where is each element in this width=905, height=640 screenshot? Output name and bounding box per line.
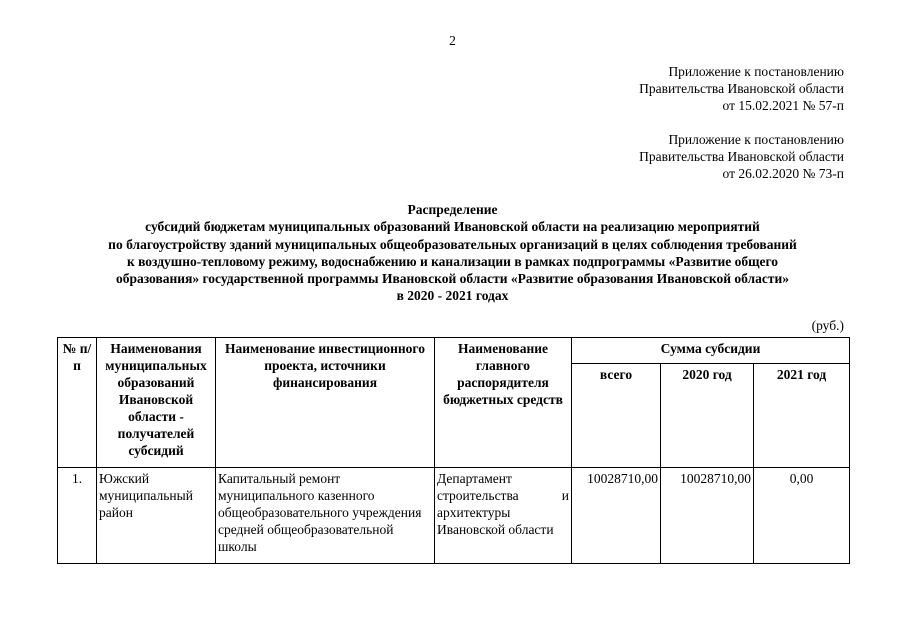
row-budget-manager: Департамент строительства и архитектуры Ивановской области [435, 468, 572, 564]
title-line: в 2020 - 2021 годах [396, 288, 509, 304]
appendix-line: Приложение к постановлению [668, 132, 844, 147]
appendix-line: Приложение к постановлению [668, 64, 844, 79]
header-municipality: Наименования муниципальных образований Ивановской области - получателей субсидий [97, 338, 216, 468]
title-line: Распределение [407, 202, 498, 217]
subsidy-table [57, 337, 850, 564]
appendix-note-current [639, 63, 844, 114]
page-number: 2 [449, 33, 456, 48]
row-2021: 0,00 [754, 468, 850, 564]
row-total: 10028710,00 [572, 468, 661, 564]
header-2020: 2020 год [661, 364, 754, 468]
header-number: № п/п [58, 338, 97, 468]
currency-unit: (руб.) [811, 318, 844, 333]
title-line: к воздушно-тепловому режиму, водоснабжению и канализации в рамках подпрограммы «Развитие общего [126, 253, 779, 269]
header-2021: 2021 год [754, 364, 850, 468]
title-line: субсидий бюджетам муниципальных образований Ивановской области на реализацию мероприятий [145, 219, 760, 235]
row-2020: 10028710,00 [661, 468, 754, 564]
header-subsidy-sum: Сумма субсидии [572, 338, 850, 364]
appendix-line: от 26.02.2020 № 73-п [722, 166, 844, 181]
row-municipality: Южский муниципальный район [97, 468, 216, 564]
title-line: по благоустройству зданий муниципальных общеобразовательных организаций в целях соблюдения требований [108, 236, 797, 252]
header-budget-manager: Наименование главного распорядителя бюджетных средств [435, 338, 572, 468]
header-project: Наименование инвестиционного проекта, источники финансирования [216, 338, 435, 468]
title-line: образования» государственной программы Ивановской области «Развитие образования Ивановской области» [115, 271, 790, 287]
appendix-line: Правительства Ивановской области [639, 81, 844, 96]
document-title [30, 201, 875, 305]
appendix-line: от 15.02.2021 № 57-п [722, 98, 844, 113]
table-row [58, 468, 850, 564]
header-total: всего [572, 364, 661, 468]
appendix-line: Правительства Ивановской области [639, 149, 844, 164]
row-project: Капитальный ремонт муниципального казенного общеобразовательного учреждения средней общеобразовательной школы [216, 468, 435, 564]
row-number: 1. [58, 468, 97, 564]
appendix-note-original [639, 131, 844, 182]
